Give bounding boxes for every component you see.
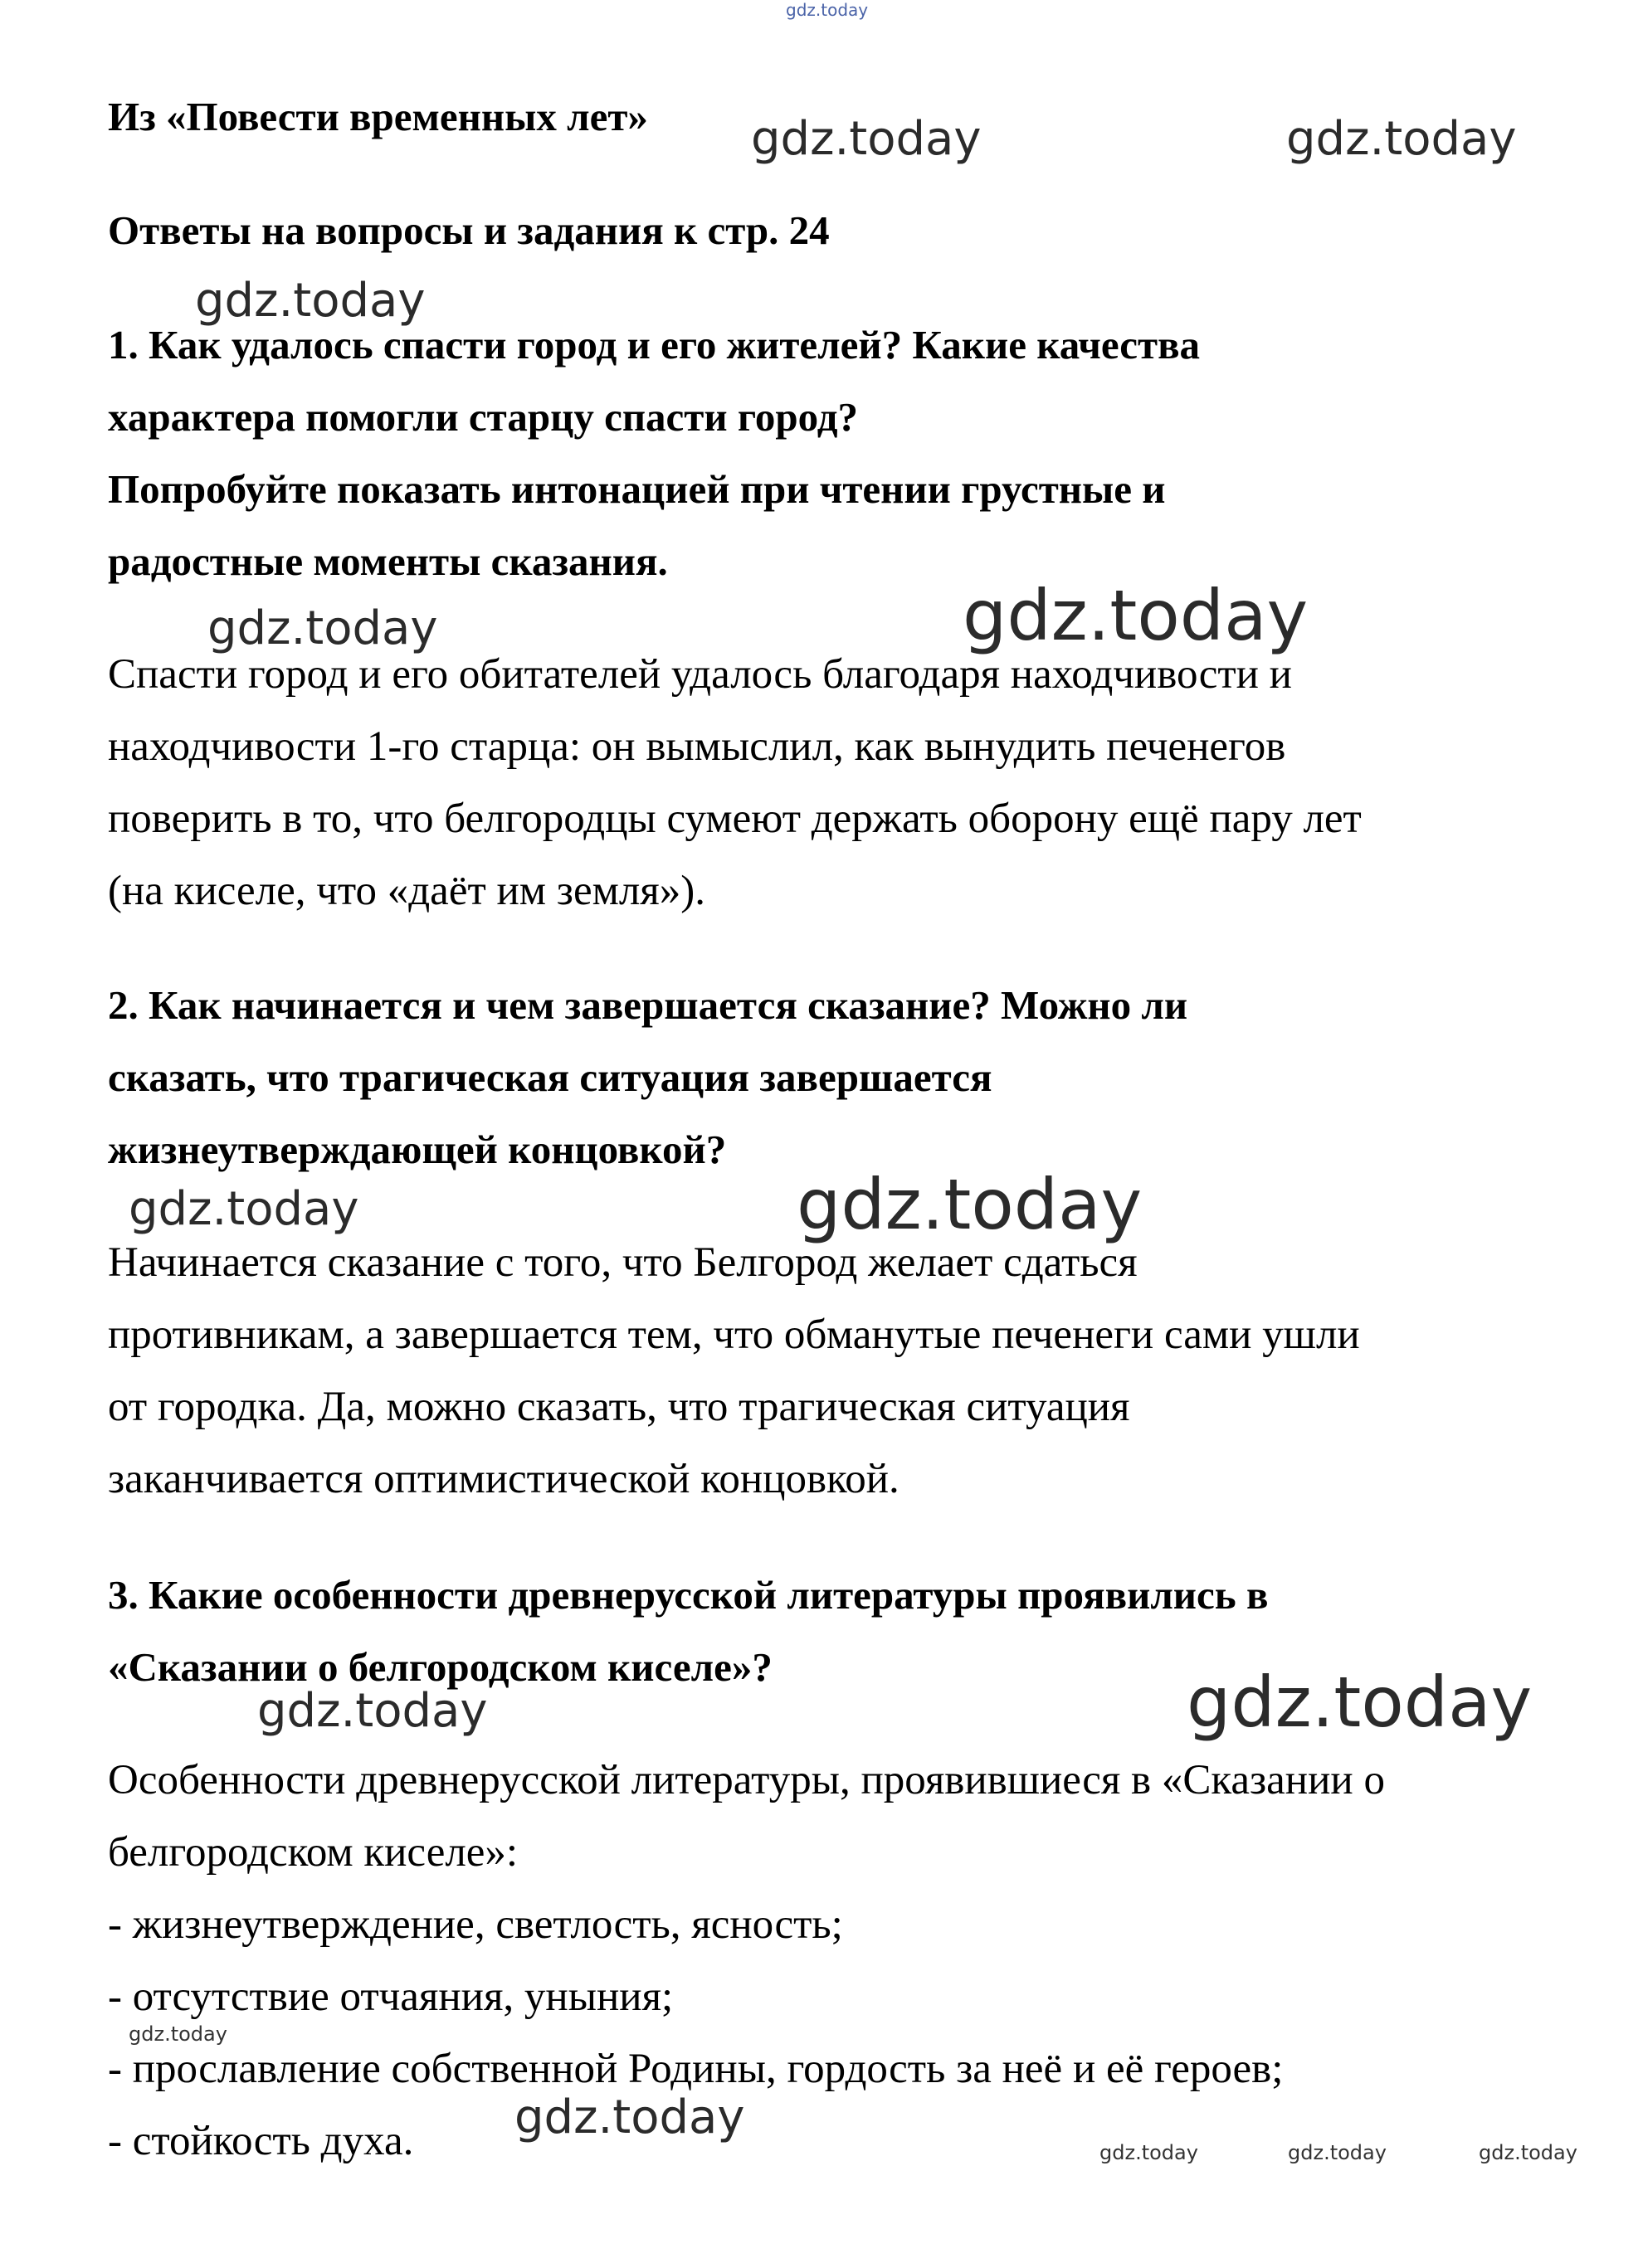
question-3-line: «Сказании о белгородском киселе»? [108, 1644, 773, 1690]
watermark: gdz.today [207, 601, 438, 655]
watermark: gdz.today [514, 2090, 745, 2144]
answer-3-list-item: - жизнеутверждение, светлость, ясность; [108, 1901, 843, 1948]
answer-1-line: поверить в то, что белгородцы сумеют держать оборону ещё пару лет [108, 796, 1362, 842]
answer-2-line: Начинается сказание с того, что Белгород желает сдаться [108, 1239, 1138, 1286]
watermark: gdz.today [1286, 112, 1517, 166]
answer-1-line: Спасти город и его обитателей удалось благодаря находчивости и [108, 651, 1292, 698]
watermark: gdz.today [1187, 1662, 1533, 1743]
answer-2-line: от городка. Да, можно сказать, что трагическая ситуация [108, 1384, 1130, 1430]
watermark: gdz.today [129, 2022, 227, 2046]
answer-3-list-item: - стойкость духа. [108, 2118, 414, 2164]
question-2-line: 2. Как начинается и чем завершается сказание? Можно ли [108, 982, 1188, 1028]
question-3-line: 3. Какие особенности древнерусской литературы проявились в [108, 1572, 1269, 1618]
answer-3-list-item: - отсутствие отчаяния, уныния; [108, 1974, 674, 2020]
answer-2-line: заканчивается оптимистической концовкой. [108, 1456, 900, 1502]
question-2-line: жизнеутверждающей концовкой? [108, 1127, 727, 1172]
watermark: gdz.today [797, 1164, 1143, 1245]
watermark: gdz.today [751, 112, 982, 166]
answer-3-list-item: - прославление собственной Родины, гордость за неё и её героев; [108, 2046, 1284, 2092]
answer-3-line: белгородском киселе»: [108, 1829, 519, 1876]
watermark-top: gdz.today [786, 0, 869, 20]
question-1-line: 1. Как удалось спасти город и его жителей? Какие качества [108, 322, 1201, 367]
watermark: gdz.today [1099, 2141, 1198, 2164]
page-subtitle: Ответы на вопросы и задания к стр. 24 [108, 207, 830, 253]
answer-2-line: противникам, а завершается тем, что обманутые печенеги сами ушли [108, 1312, 1360, 1358]
question-2-line: сказать, что трагическая ситуация завершается [108, 1054, 992, 1100]
question-1-line: Попробуйте показать интонацией при чтении грустные и [108, 466, 1166, 512]
watermark: gdz.today [1479, 2141, 1577, 2164]
answer-1-line: (на киселе, что «даёт им земля»). [108, 868, 706, 914]
answer-3-line: Особенности древнерусской литературы, проявившиеся в «Сказании о [108, 1757, 1385, 1803]
watermark: gdz.today [963, 575, 1309, 656]
watermark: gdz.today [1288, 2141, 1387, 2164]
watermark: gdz.today [129, 1182, 359, 1236]
answer-1-line: находчивости 1-го старца: он вымыслил, как вынудить печенегов [108, 723, 1286, 770]
watermark: gdz.today [257, 1684, 488, 1738]
question-1-line: радостные моменты сказания. [108, 538, 668, 584]
watermark: gdz.today [195, 274, 426, 328]
page-title: Из «Повести временных лет» [108, 94, 648, 139]
question-1-line: характера помогли старцу спасти город? [108, 394, 859, 440]
